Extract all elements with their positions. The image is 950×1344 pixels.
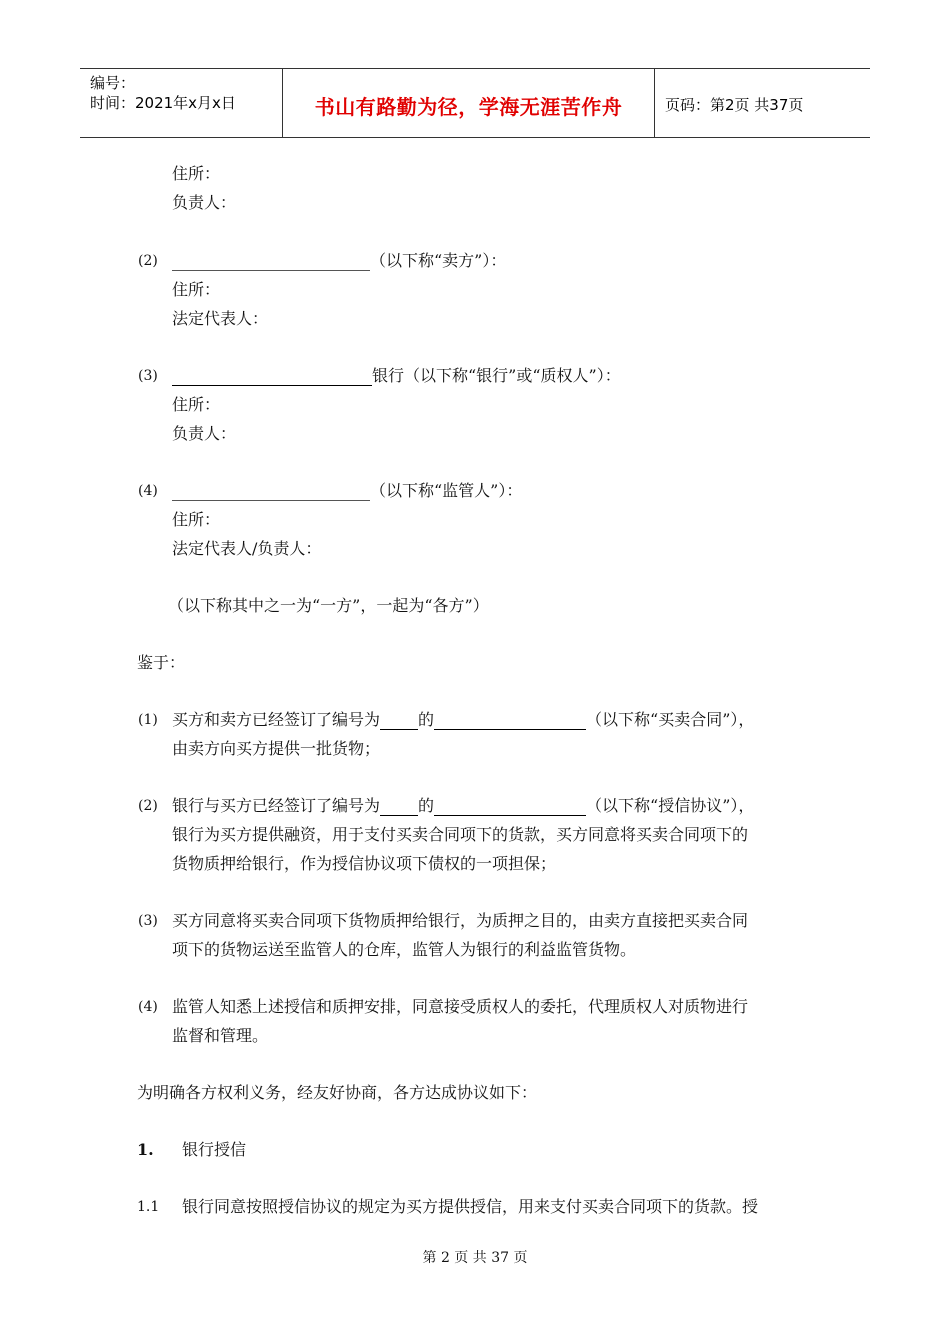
party4-number: (4) xyxy=(138,483,158,499)
party4-person: 法定代表人/负责人： xyxy=(172,539,322,558)
recital-text: 银行与买方已经签订了编号为 xyxy=(172,796,381,815)
party4-suffix: （以下称“监管人”）： xyxy=(370,481,523,500)
recital-number: (4) xyxy=(138,999,158,1015)
contract-number-blank xyxy=(380,712,418,730)
recital-2-line-1 xyxy=(172,796,754,816)
party2-suffix: （以下称“卖方”）： xyxy=(370,251,507,270)
header-meta xyxy=(90,73,236,113)
party1-person: 负责人： xyxy=(172,193,237,212)
agreement-intro: 为明确各方权利义务，经友好协商，各方达成协议如下： xyxy=(137,1083,538,1102)
party4-address: 住所： xyxy=(172,510,221,529)
serial-label: 编号： xyxy=(90,74,136,92)
agreement-name-blank xyxy=(434,798,586,816)
recital-3-line-1: 买方同意将买卖合同项下货物质押给银行，为质押之目的，由卖方直接把买卖合同 xyxy=(172,911,749,930)
header-page-number: 页码：第2页 共37页 xyxy=(665,96,804,114)
party4-line xyxy=(172,481,522,501)
party3-address: 住所： xyxy=(172,395,221,414)
agreement-number-blank xyxy=(380,798,418,816)
party3-name-blank xyxy=(172,368,372,386)
party2-person: 法定代表人： xyxy=(172,309,269,328)
clause-number: 1.1 xyxy=(137,1199,160,1215)
time-label: 时间：2021年x月x日 xyxy=(90,94,236,112)
clause-1-1-text: 银行同意按照授信协议的规定为买方提供授信，用来支付买卖合同项下的货款。授 xyxy=(182,1197,759,1216)
header-motto: 书山有路勤为径，学海无涯苦作舟 xyxy=(314,95,623,119)
party2-name-blank xyxy=(172,253,370,271)
recital-text: 的 xyxy=(418,796,435,815)
party3-suffix: 银行（以下称“银行”或“质权人”）： xyxy=(372,366,621,385)
recital-2-line-2: 银行为买方提供融资，用于支付买卖合同项下的货款，买方同意将买卖合同项下的 xyxy=(172,825,749,844)
recital-number: (1) xyxy=(138,712,158,728)
recital-4-line-1: 监管人知悉上述授信和质押安排，同意接受质权人的委托，代理质权人对质物进行 xyxy=(172,997,749,1016)
section-title: 银行授信 xyxy=(182,1140,247,1159)
party3-line xyxy=(172,366,621,386)
party3-number: (3) xyxy=(138,368,158,384)
party2-address: 住所： xyxy=(172,280,221,299)
recital-1-line-2: 由卖方向买方提供一批货物； xyxy=(172,739,381,758)
recital-text: 买方和卖方已经签订了编号为 xyxy=(172,710,381,729)
recital-4-line-2: 监督和管理。 xyxy=(172,1026,269,1045)
recital-text: （以下称“买卖合同”）， xyxy=(586,710,755,729)
recital-text: 的 xyxy=(418,710,435,729)
contract-name-blank xyxy=(434,712,586,730)
recital-2-line-3: 货物质押给银行，作为授信协议项下债权的一项担保； xyxy=(172,854,557,873)
page-header xyxy=(80,68,870,138)
header-divider xyxy=(654,69,655,137)
recital-1-line-1 xyxy=(172,710,754,730)
recital-number: (3) xyxy=(138,913,158,929)
party4-name-blank xyxy=(172,483,370,501)
recital-number: (2) xyxy=(138,798,158,814)
section-number: 1. xyxy=(137,1140,154,1159)
party2-number: (2) xyxy=(138,253,158,269)
page-footer: 第 2 页 共 37 页 xyxy=(422,1250,528,1266)
whereas-title: 鉴于： xyxy=(137,653,186,672)
party1-address: 住所： xyxy=(172,164,221,183)
party3-person: 负责人： xyxy=(172,424,237,443)
collective-definition: （以下称其中之一为“一方”，一起为“各方”） xyxy=(168,596,489,615)
party2-line xyxy=(172,251,506,271)
recital-text: （以下称“授信协议”）， xyxy=(586,796,755,815)
recital-3-line-2: 项下的货物运送至监管人的仓库，监管人为银行的利益监管货物。 xyxy=(172,940,637,959)
